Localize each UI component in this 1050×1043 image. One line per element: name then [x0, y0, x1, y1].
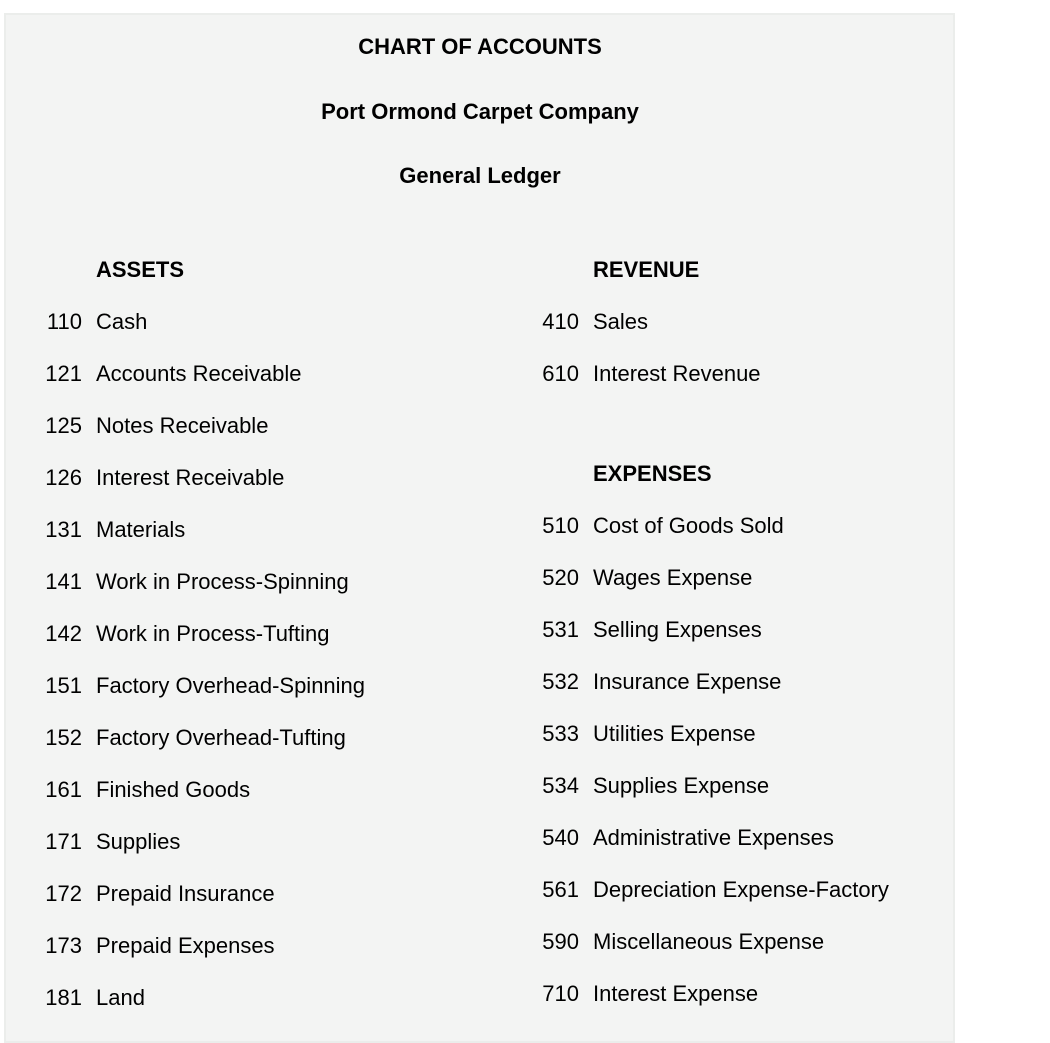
expenses-section-title: EXPENSES	[593, 461, 712, 486]
account-number: 181	[45, 985, 82, 1010]
account-name: Interest Expense	[593, 981, 759, 1006]
account-name: Depreciation Expense-Factory	[593, 877, 889, 902]
account-name: Cash	[96, 309, 148, 334]
account-name: Accounts Receivable	[96, 361, 302, 386]
account-number: 141	[45, 569, 82, 594]
account-number: 161	[45, 777, 82, 802]
account-number: 152	[45, 725, 82, 750]
account-number: 510	[542, 513, 579, 538]
account-number: 561	[542, 877, 579, 902]
account-name: Cost of Goods Sold	[593, 513, 784, 538]
account-name: Factory Overhead-Spinning	[96, 673, 366, 698]
account-name: Insurance Expense	[593, 669, 782, 694]
account-name: Notes Receivable	[96, 413, 269, 438]
account-number: 110	[46, 309, 82, 334]
account-number: 540	[542, 825, 579, 850]
account-number: 532	[542, 669, 579, 694]
account-number: 131	[45, 517, 82, 542]
account-number: 531	[542, 617, 579, 642]
account-number: 590	[542, 929, 579, 954]
account-name: Wages Expense	[593, 565, 753, 590]
account-name: Supplies Expense	[593, 773, 770, 798]
assets-section-title: ASSETS	[96, 257, 185, 282]
account-number: 125	[45, 413, 82, 438]
account-number: 172	[45, 881, 82, 906]
account-name: Prepaid Insurance	[96, 881, 275, 906]
account-name: Selling Expenses	[593, 617, 762, 642]
account-number: 171	[45, 829, 82, 854]
account-name: Prepaid Expenses	[96, 933, 275, 958]
account-name: Utilities Expense	[593, 721, 756, 746]
account-name: Sales	[593, 309, 649, 334]
ledger-name: General Ledger	[399, 163, 561, 188]
account-name: Factory Overhead-Tufting	[96, 725, 346, 750]
account-name: Land	[96, 985, 145, 1010]
account-number: 534	[542, 773, 579, 798]
account-number: 520	[542, 565, 579, 590]
account-number: 173	[45, 933, 82, 958]
account-number: 610	[542, 361, 579, 386]
account-name: Work in Process-Spinning	[96, 569, 349, 594]
account-name: Work in Process-Tufting	[96, 621, 330, 646]
account-name: Supplies	[96, 829, 181, 854]
account-name: Finished Goods	[96, 777, 251, 802]
account-name: Interest Receivable	[96, 465, 285, 490]
account-number: 121	[45, 361, 82, 386]
account-name: Miscellaneous Expense	[593, 929, 825, 954]
account-number: 533	[542, 721, 579, 746]
account-number: 710	[542, 981, 579, 1006]
account-name: Materials	[96, 517, 186, 542]
account-number: 142	[45, 621, 82, 646]
account-number: 151	[45, 673, 82, 698]
revenue-section-title: REVENUE	[593, 257, 700, 282]
company-name: Port Ormond Carpet Company	[321, 99, 639, 124]
account-number: 410	[542, 309, 579, 334]
account-number: 126	[45, 465, 82, 490]
page-title: CHART OF ACCOUNTS	[358, 34, 602, 59]
account-name: Administrative Expenses	[593, 825, 834, 850]
account-name: Interest Revenue	[593, 361, 761, 386]
